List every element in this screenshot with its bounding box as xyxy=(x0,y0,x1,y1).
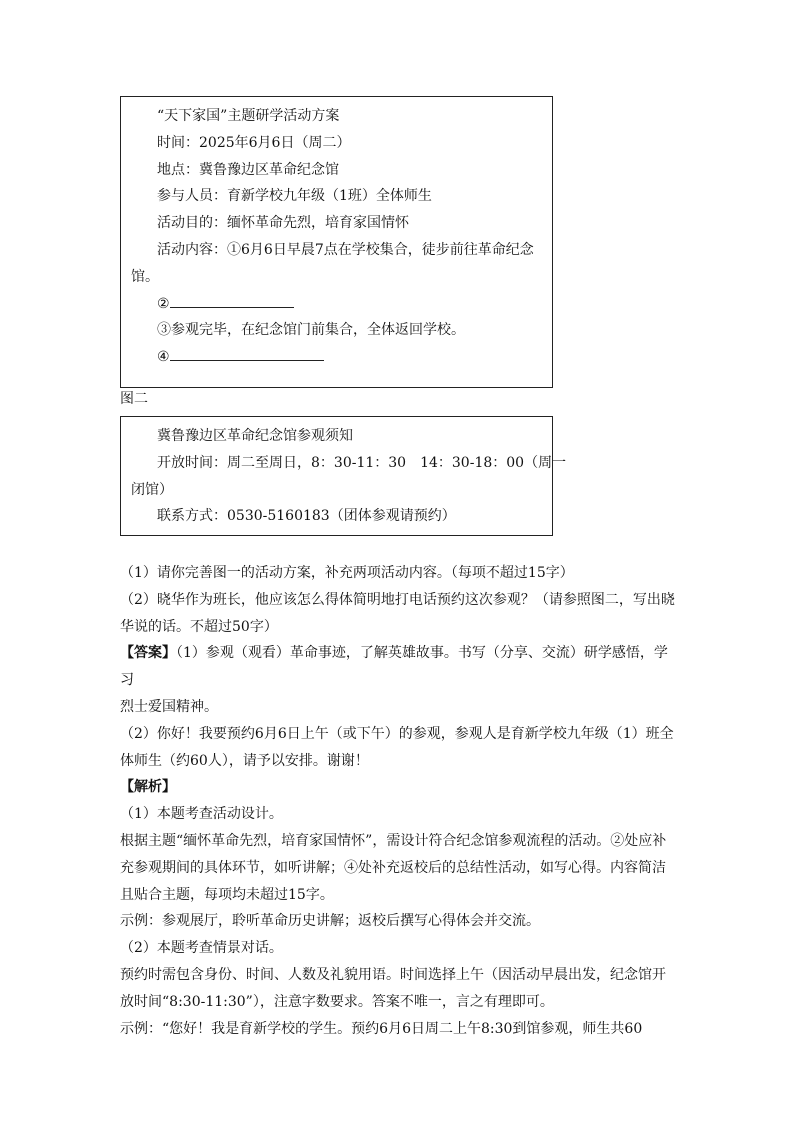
notice-contact: 联系方式：0530-5160183（团体参观请预约） xyxy=(157,508,456,525)
answer-2-cont: 体师生（约60人），请予以安排。谢谢！ xyxy=(120,752,369,769)
plan-content-3: ③参观完毕，在纪念馆门前集合，全体返回学校。 xyxy=(157,322,465,339)
answer-1-text: （1）参观（观看）革命事迹，了解英雄故事。书写（分享、交流）研学感悟，学习 xyxy=(120,645,668,689)
figure-caption: 图二 xyxy=(120,391,148,407)
analysis-4: （2）本题考查情景对话。 xyxy=(120,940,283,957)
answer-label: 【答案】 xyxy=(120,645,176,662)
plan-content-1: 活动内容：①6月6日早晨7点在学校集合，徒步前往革命纪念 xyxy=(157,241,534,258)
plan-place: 地点：冀鲁豫边区革命纪念馆 xyxy=(157,161,339,178)
analysis-5a: 预约时需包含身份、时间、人数及礼貌用语。时间选择上午（因活动早晨出发，纪念馆开 xyxy=(120,966,666,983)
plan-time: 时间：2025年6月6日（周二） xyxy=(157,134,351,151)
notice-hours: 开放时间：周二至周日，8：30-11：30 14：30-18：00（周一 xyxy=(157,454,567,471)
analysis-2a: 根据主题“缅怀革命先烈，培育家国情怀”，需设计符合纪念馆参观流程的活动。②处应补 xyxy=(120,832,667,849)
analysis-1: （1）本题考查活动设计。 xyxy=(120,806,283,823)
answer-2: （2）你好！我要预约6月6日上午（或下午）的参观，参观人是育新学校九年级（1）班全 xyxy=(120,725,674,742)
question-2: （2）晓华作为班长，他应该怎么得体简明地打电话预约这次参观？（请参照图二，写出晓 xyxy=(120,591,675,608)
notice-hours-cont: 闭馆） xyxy=(131,481,173,498)
plan-participants: 参与人员：育新学校九年级（1班）全体师生 xyxy=(157,188,432,205)
blank-line-2 xyxy=(170,291,294,308)
plan-content-4 xyxy=(157,344,542,371)
plan-purpose: 活动目的：缅怀革命先烈，培育家国情怀 xyxy=(157,215,409,232)
visit-notice-box xyxy=(120,416,567,536)
question-answer-section xyxy=(120,560,676,1042)
answer-1 xyxy=(120,640,676,694)
blank-line-4 xyxy=(170,344,324,361)
analysis-2c: 且贴合主题，每项均未超过15字。 xyxy=(120,886,334,903)
analysis-label: 【解析】 xyxy=(120,779,176,796)
analysis-example-1: 示例：参观展厅，聆听革命历史讲解；返校后撰写心得体会并交流。 xyxy=(120,913,540,930)
plan-content-1-cont: 馆。 xyxy=(131,268,159,285)
plan-content-2-marker: ② xyxy=(157,295,170,312)
question-1: （1）请你完善图一的活动方案，补充两项活动内容。（每项不超过15字） xyxy=(120,565,574,581)
plan-title: “天下家国”主题研学活动方案 xyxy=(157,108,340,124)
analysis-2b: 充参观期间的具体环节，如听讲解；④处补充返校后的总结性活动，如写心得。内容简洁 xyxy=(120,859,666,876)
notice-title: 冀鲁豫边区革命纪念馆参观须知 xyxy=(157,428,353,444)
analysis-5b: 放时间“8:30-11:30”），注意字数要求。答案不唯一，言之有理即可。 xyxy=(120,993,554,1010)
question-2-cont: 华说的话。不超过50字） xyxy=(120,618,278,635)
answer-1-cont: 烈士爱国精神。 xyxy=(120,698,218,715)
analysis-example-2: 示例：“您好！我是育新学校的学生。预约6月6日周二上午8:30到馆参观，师生共60 xyxy=(120,1020,643,1037)
plan-content-4-marker: ④ xyxy=(157,349,170,366)
activity-plan-box xyxy=(120,96,553,388)
plan-content-2 xyxy=(157,291,542,318)
